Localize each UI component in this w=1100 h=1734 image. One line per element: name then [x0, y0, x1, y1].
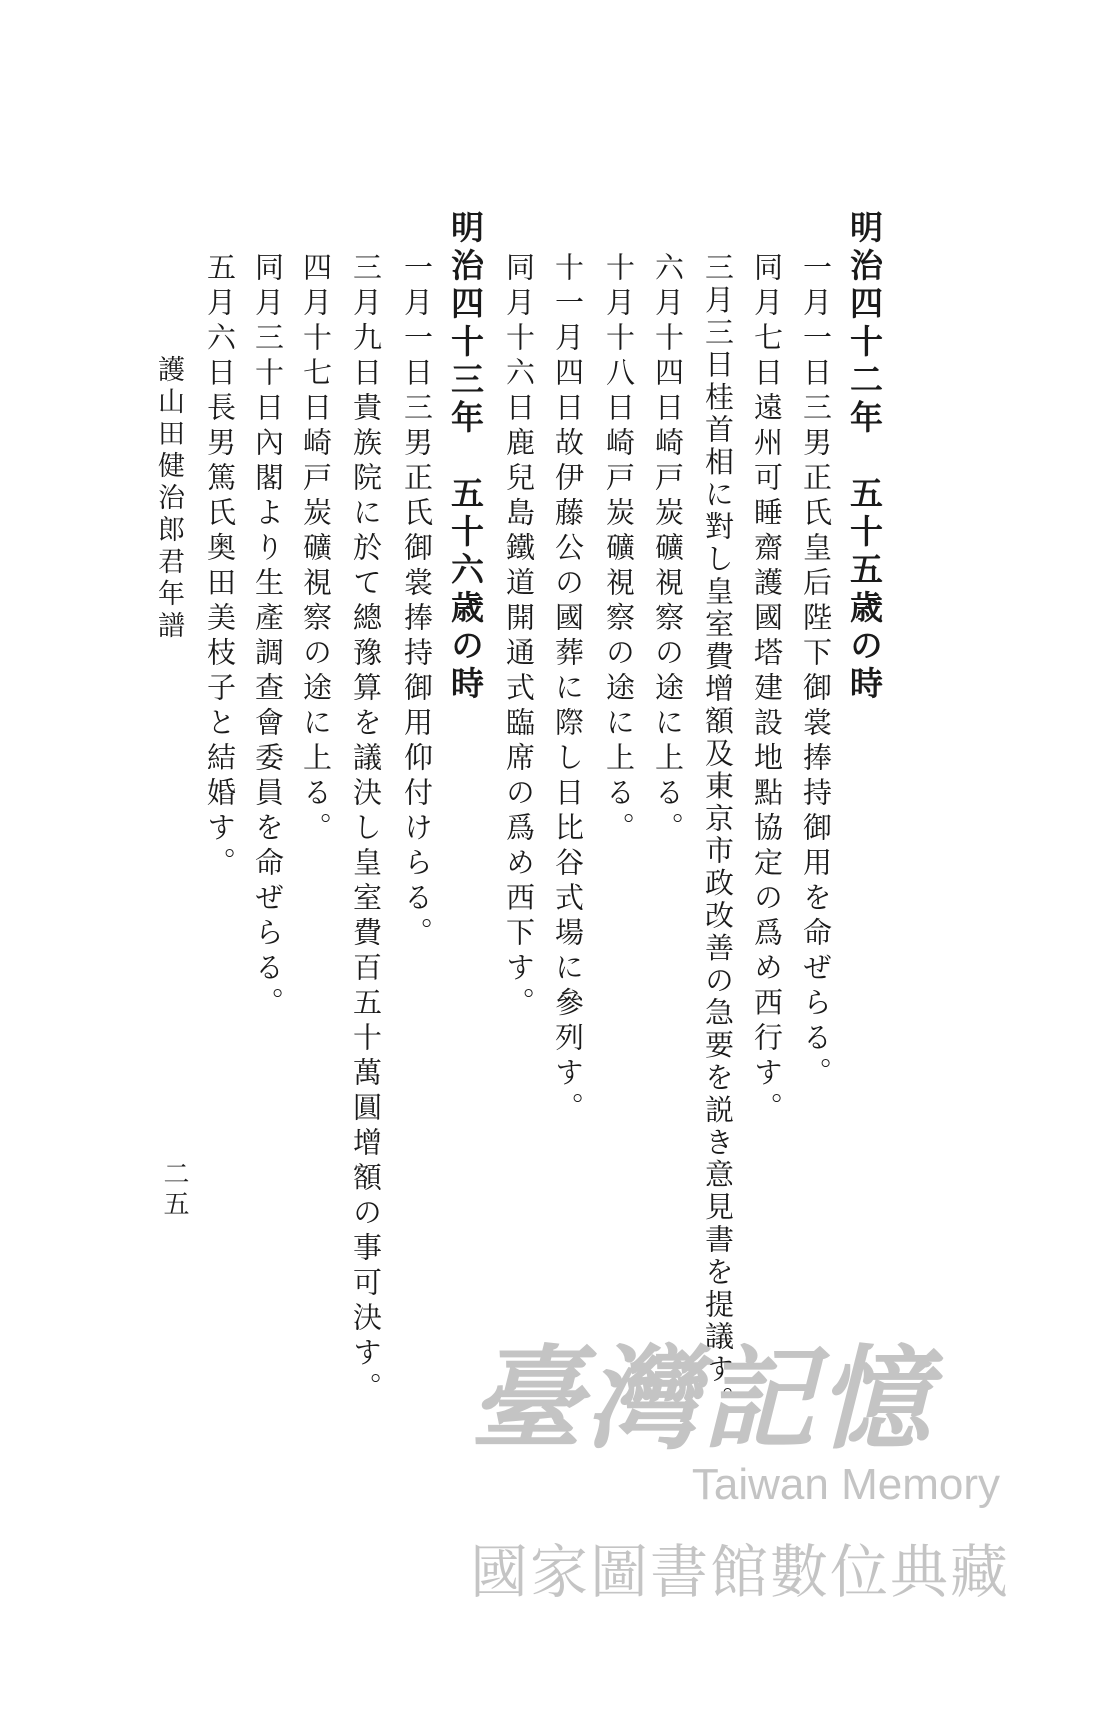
entry-line: 三月九日貴族院に於て總豫算を議決し皇室費百五十萬圓增額の事可決す。	[349, 252, 383, 1407]
entry-line: 四月十七日崎戸炭礦視察の途に上る。	[299, 252, 333, 847]
entry-line: 同月十六日鹿兒島鐵道開通式臨席の爲め西下す。	[502, 252, 536, 1022]
watermark	[440, 1310, 1040, 1690]
watermark-english-text: Taiwan Memory	[691, 1460, 1000, 1509]
page-number: 二五	[159, 1160, 189, 1220]
entry-line: 十一月四日故伊藤公の國葬に際し日比谷式場に參列す。	[551, 252, 585, 1127]
watermark-script-text: 臺灣記憶	[470, 1334, 934, 1465]
watermark-chinese-text: 國家圖書館數位典藏	[470, 1538, 1011, 1606]
entry-line: 同月三十日內閣より生產調查會委員を命ぜらる。	[251, 252, 285, 1022]
entry-line: 十月十八日崎戸炭礦視察の途に上る。	[602, 252, 636, 847]
entry-line: 同月七日遠州可睡齋護國塔建設地點協定の爲め西行す。	[750, 252, 784, 1127]
entry-line: 五月六日長男篤氏奥田美枝子と結婚す。	[203, 252, 237, 882]
year-heading-meiji-43: 明治四十三年 五十六歳の時	[446, 210, 485, 704]
entry-line: 一月一日三男正氏皇后陛下御裳捧持御用を命ぜらる。	[799, 252, 833, 1092]
running-title: 護山田健治郎君年譜	[153, 355, 184, 643]
entry-line: 三月三日桂首相に對し皇室費增額及東京市政改善の急要を説き意見書を提議す。	[701, 252, 735, 1419]
year-heading-meiji-42: 明治四十二年 五十五歳の時	[845, 210, 884, 704]
entry-line: 一月一日三男正氏御裳捧持御用仰付けらる。	[400, 252, 434, 952]
entry-line: 六月十四日崎戸炭礦視察の途に上る。	[651, 252, 685, 847]
